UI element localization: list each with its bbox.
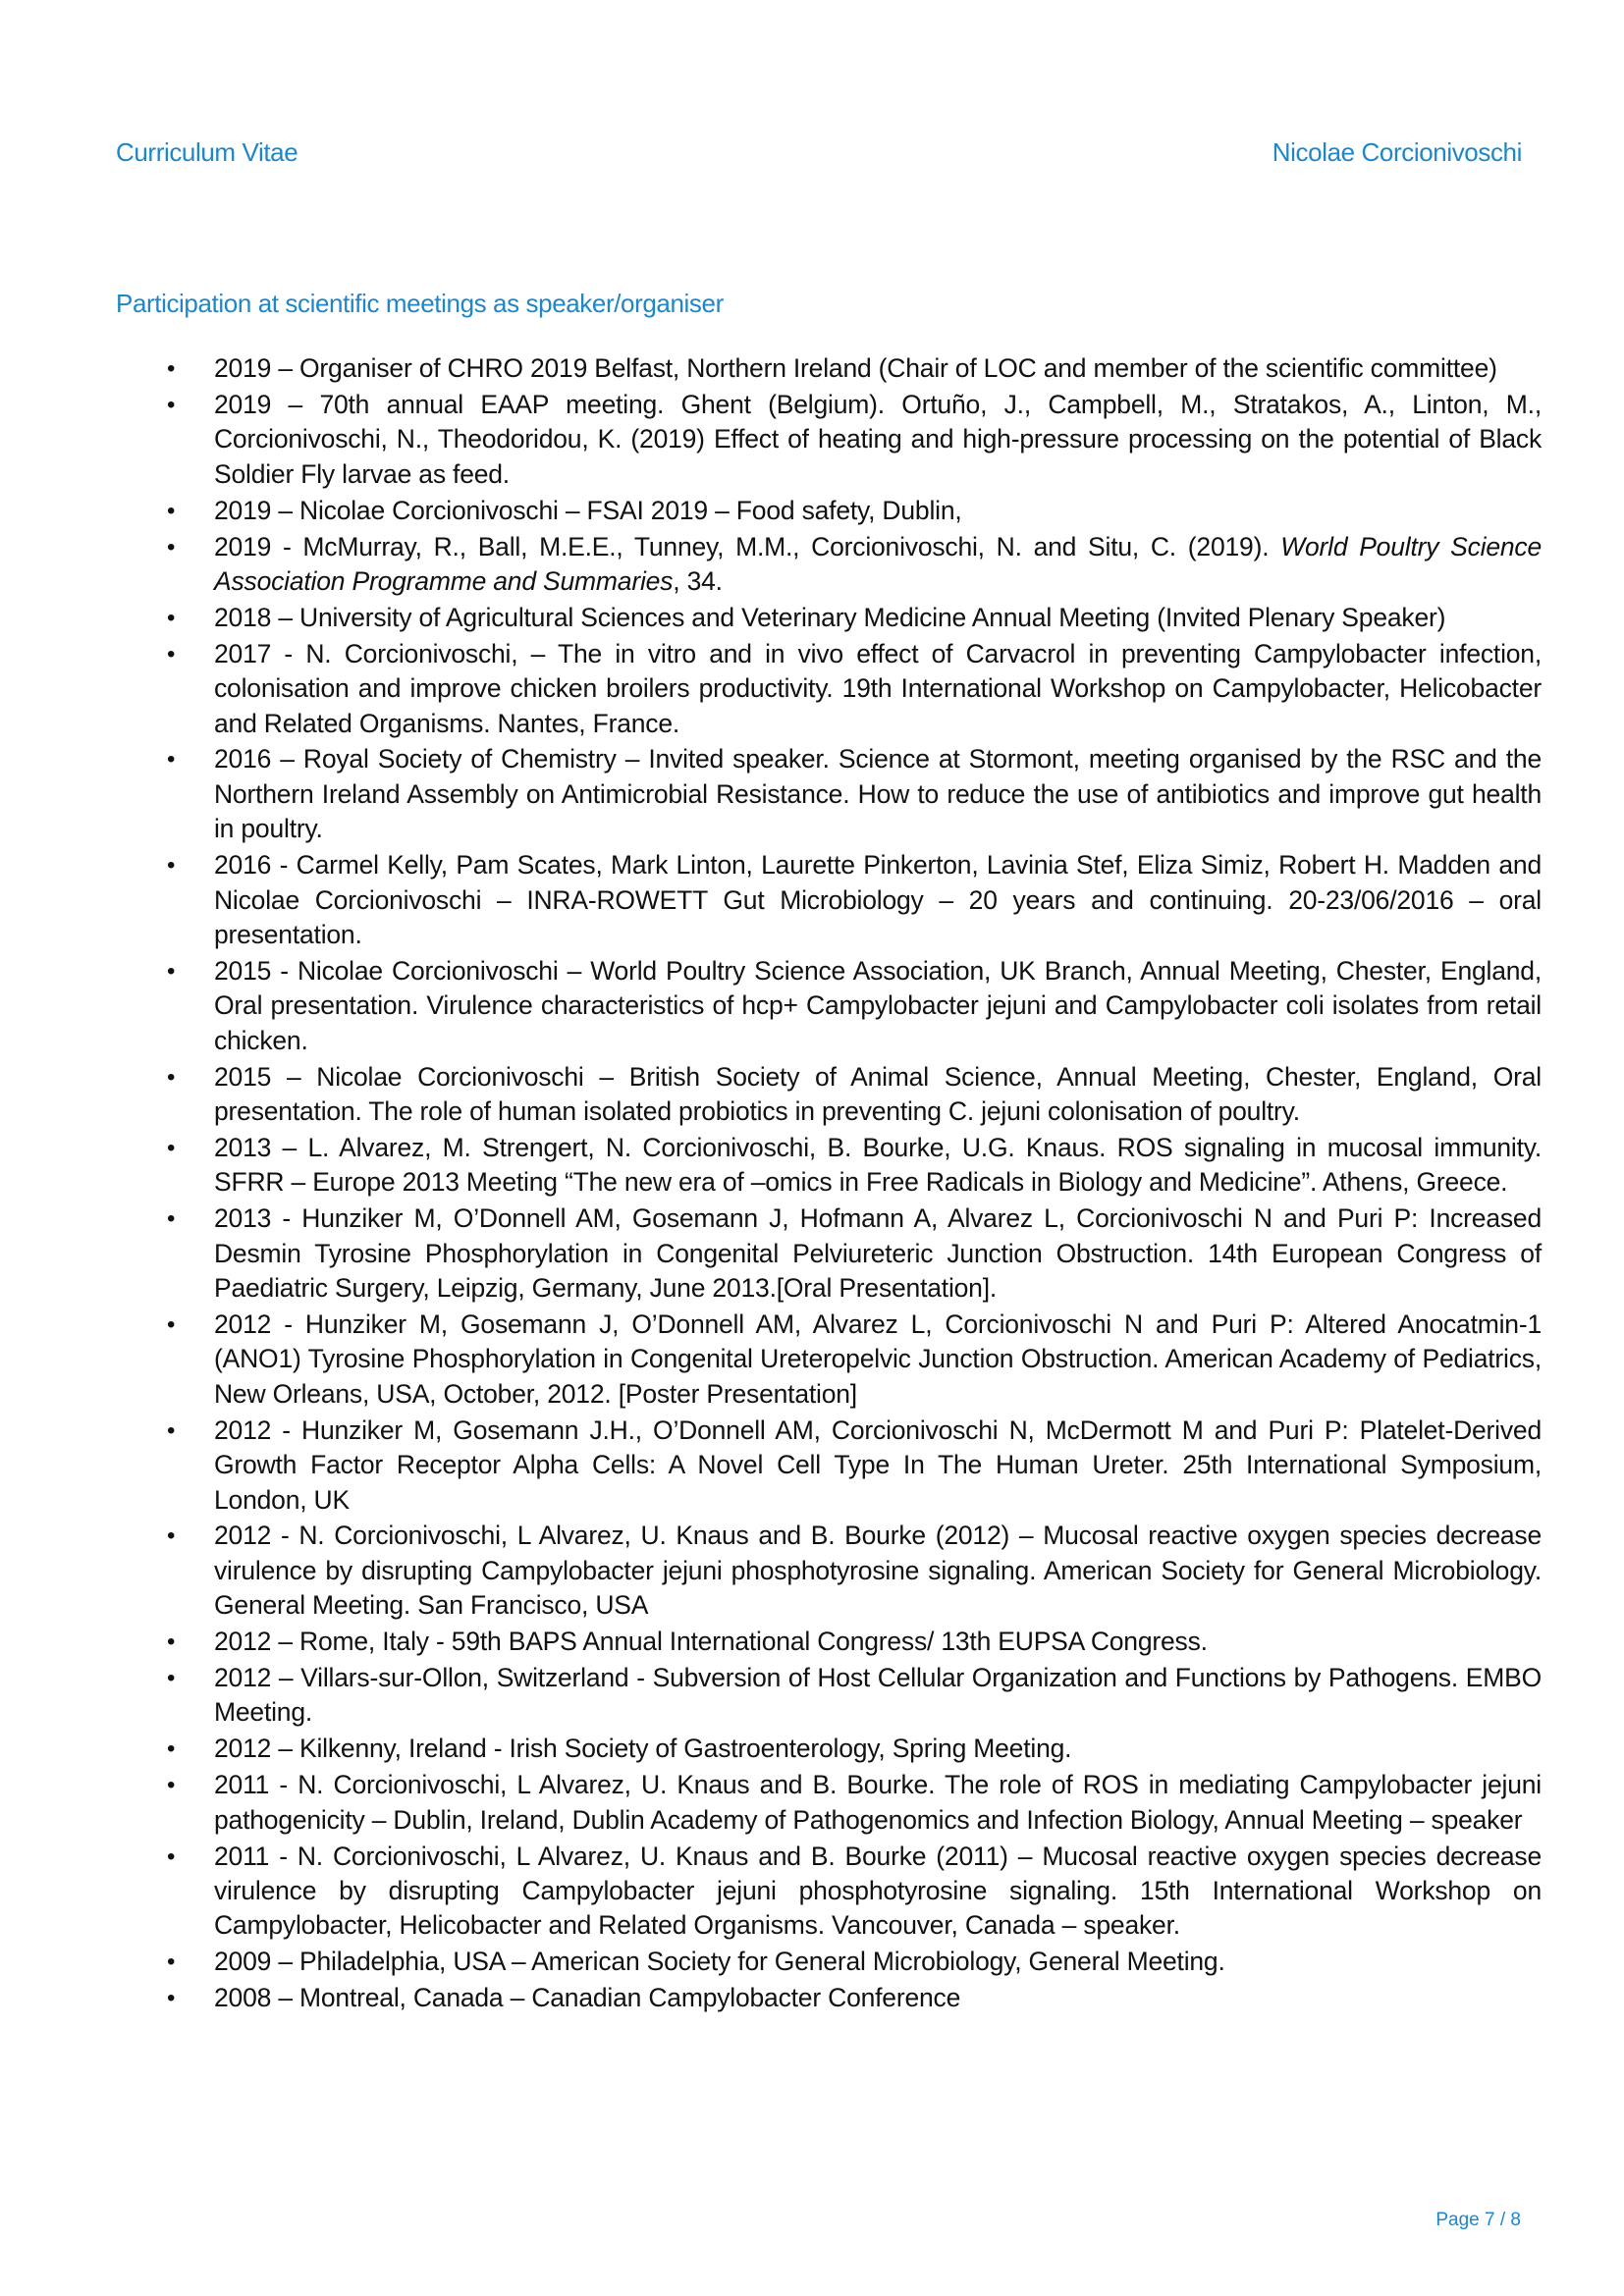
list-item-text: 2018 – University of Agricultural Sciences and Veterinary Medicine Annual Meeting (Invited Plenary Speaker) [214, 602, 1446, 632]
list-item [157, 1131, 1542, 1201]
list-item [157, 388, 1542, 492]
list-item [157, 494, 1542, 528]
list-item [157, 601, 1542, 635]
list-item [157, 1519, 1542, 1623]
list-item-text: 2015 - Nicolae Corcionivoschi – World Poultry Science Association, UK Branch, Annual Meeting, Chester, England, Oral presentation. Virulence characteristics of hcp+ Campylobacter jejuni and Campylobacter coli isolates from retail chicken. [214, 955, 1542, 1055]
list-item [157, 530, 1542, 600]
list-item [157, 1308, 1542, 1412]
list-item-text: 2012 - Hunziker M, Gosemann J.H., O’Donnell AM, Corcionivoschi N, McDermott M and Puri P: Platelet-Derived Growth Factor Receptor Alpha Cells: A Novel Cell Type In The Human Ureter. 25th International Symposium, London, UK [214, 1415, 1542, 1515]
list-item [157, 1732, 1542, 1766]
list-item-italic-text: World Poultry Science Association Programme and Summaries [214, 531, 1542, 596]
list-item-text: 2013 - Hunziker M, O’Donnell AM, Gosemann J, Hofmann A, Alvarez L, Corcionivoschi N and Puri P: Increased Desmin Tyrosine Phosphorylation in Congenital Pelviureteric Junction Obstruction. 14th European Congress of Paediatric Surgery, Leipzig, Germany, June 2013.[Oral Presentation]. [214, 1203, 1542, 1304]
list-item-text: 2016 – Royal Society of Chemistry – Invited speaker. Science at Stormont, meeting organised by the RSC and the Northern Ireland Assembly on Antimicrobial Resistance. How to reduce the use of antibiotics and improve gut health in poultry. [214, 744, 1542, 844]
list-item-text: 2019 – Organiser of CHRO 2019 Belfast, Northern Ireland (Chair of LOC and member of the scientific committee) [214, 353, 1497, 383]
list-item-text: 2011 - N. Corcionivoschi, L Alvarez, U. Knaus and B. Bourke (2011) – Mucosal reactive oxygen species decrease virulence by disrupting Campylobacter jejuni phosphotyrosine signaling. 15th International Workshop on Campylobacter, Helicobacter and Related Organisms. Vancouver, Canada – speaker. [214, 1841, 1542, 1941]
list-item-text: 2017 - N. Corcionivoschi, – The in vitro and in vivo effect of Carvacrol in preventing Campylobacter infection, colonisation and improve chicken broilers productivity. 19th International Workshop on Campylobacter, Helicobacter and Related Organisms. Nantes, France. [214, 638, 1542, 738]
list-item [157, 1060, 1542, 1130]
list-item [157, 1840, 1542, 1944]
header-cv-title: Curriculum Vitae [116, 137, 298, 167]
list-item-text: 2016 - Carmel Kelly, Pam Scates, Mark Linton, Laurette Pinkerton, Lavinia Stef, Eliza Simiz, Robert H. Madden and Nicolae Corcionivoschi – INRA-ROWETT Gut Microbiology – 20 years and continuing. 20-23/06/2016 – oral presentation. [214, 850, 1542, 949]
list-item [157, 742, 1542, 846]
list-item [157, 351, 1542, 386]
meetings-list [157, 351, 1542, 2017]
list-item [157, 1981, 1542, 2015]
list-item [157, 848, 1542, 952]
list-item [157, 1414, 1542, 1518]
list-item [157, 1945, 1542, 1979]
list-item-text: 2015 – Nicolae Corcionivoschi – British Society of Animal Science, Annual Meeting, Chester, England, Oral presentation. The role of human isolated probiotics in preventing C. jejuni colonisation of poultry. [214, 1061, 1542, 1127]
list-item [157, 1625, 1542, 1659]
list-item-text: 2008 – Montreal, Canada – Canadian Campylobacter Conference [214, 1983, 961, 2013]
header-author-name: Nicolae Corcionivoschi [1272, 137, 1522, 167]
list-item-text: 2012 – Villars-sur-Ollon, Switzerland - Subversion of Host Cellular Organization and Functions by Pathogens. EMBO Meeting. [214, 1663, 1542, 1728]
list-item-trailing-text: , 34. [673, 565, 723, 596]
list-item [157, 1768, 1542, 1838]
list-item-text: 2019 – 70th annual EAAP meeting. Ghent (Belgium). Ortuño, J., Campbell, M., Stratakos, A., Linton, M., Corcionivoschi, N., Theodoridou, K. (2019) Effect of heating and high-pressure processing on the potential of Black Soldier Fly larvae as feed. [214, 389, 1542, 489]
list-item-text: 2013 – L. Alvarez, M. Strengert, N. Corcionivoschi, B. Bourke, U.G. Knaus. ROS signaling in mucosal immunity. SFRR – Europe 2013 Meeting “The new era of –omics in Free Radicals in Biology and Medicine”. Athens, Greece. [214, 1132, 1542, 1198]
list-item-text: 2019 - McMurray, R., Ball, M.E.E., Tunney, M.M., Corcionivoschi, N. and Situ, C. (2019). [214, 531, 1281, 561]
list-item [157, 954, 1542, 1058]
section-title: Participation at scientific meetings as speaker/organiser [116, 289, 724, 318]
page-number: Page 7 / 8 [1435, 2210, 1521, 2230]
list-item-text: 2012 - N. Corcionivoschi, L Alvarez, U. Knaus and B. Bourke (2012) – Mucosal reactive oxygen species decrease virulence by disrupting Campylobacter jejuni phosphotyrosine signaling. American Society for General Microbiology. General Meeting. San Francisco, USA [214, 1521, 1542, 1621]
list-item [157, 1661, 1542, 1731]
list-item-text: 2011 - N. Corcionivoschi, L Alvarez, U. Knaus and B. Bourke. The role of ROS in mediating Campylobacter jejuni pathogenicity – Dublin, Ireland, Dublin Academy of Pathogenomics and Infection Biology, Annual Meeting – speaker [214, 1770, 1542, 1835]
list-item-text: 2019 – Nicolae Corcionivoschi – FSAI 2019 – Food safety, Dublin, [214, 495, 962, 525]
list-item [157, 1201, 1542, 1306]
list-item-text: 2012 - Hunziker M, Gosemann J, O’Donnell AM, Alvarez L, Corcionivoschi N and Puri P: Altered Anocatmin-1 (ANO1) Tyrosine Phosphorylation in Congenital Ureteropelvic Junction Obstruction. American Academy of Pediatrics, New Orleans, USA, October, 2012. [Poster Presentation] [214, 1308, 1542, 1409]
list-item-text: 2012 – Kilkenny, Ireland - Irish Society of Gastroenterology, Spring Meeting. [214, 1734, 1072, 1764]
list-item-text: 2012 – Rome, Italy - 59th BAPS Annual International Congress/ 13th EUPSA Congress. [214, 1627, 1208, 1657]
list-item-text: 2009 – Philadelphia, USA – American Society for General Microbiology, General Meeting. [214, 1947, 1225, 1977]
list-item [157, 637, 1542, 741]
